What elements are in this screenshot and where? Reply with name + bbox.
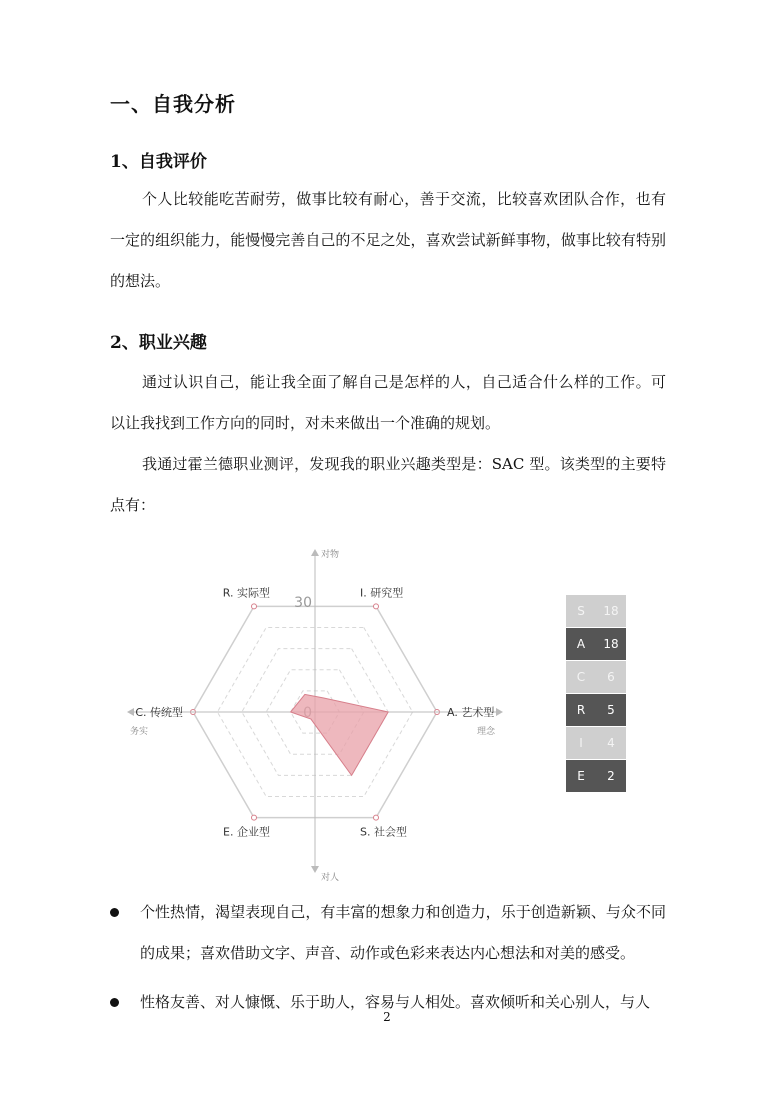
radar-axis-label: E. 企业型 [223,825,270,839]
arrow-right-icon [496,708,503,716]
score-letter: C [576,670,586,684]
self-evaluation-paragraph: 个人比较能吃苦耐劳，做事比较有耐心，善于交流，比较喜欢团队合作，也有一定的组织能力，能慢慢完善自己的不足之处，喜欢尝试新鲜事物，做事比较有特别的想法。 [110,190,666,290]
page-heading: 一、自我分析 [110,92,236,116]
section-title-self-evaluation: 1、自我评价 [110,152,207,172]
trait-bullet-list [110,892,666,1023]
score-letter: I [579,736,583,750]
bullet-text: 性格友善、对人慷慨、乐于助人，容易与人相处。喜欢倾听和关心别人，与人 [140,993,651,1011]
radar-max-label: 30 [294,595,312,611]
axis-label-top: 对物 [321,550,340,560]
score-row [566,595,626,628]
score-value: 5 [607,703,615,717]
radar-axis-label: I. 研究型 [360,586,404,600]
score-letter: R [576,703,586,717]
bullet-text: 个性热情，渴望表现自己，有丰富的想象力和创造力，乐于创造新颖、与众不同的成果；喜欢借助文字、声音、动作或色彩来表达内心想法和对美的感受。 [140,903,666,962]
score-value: 2 [607,769,615,783]
radar-data-polygon [291,694,389,775]
score-value: 6 [607,670,615,684]
axis-label-left: 务实 [130,727,149,737]
arrow-up-icon [311,549,319,556]
axis-label-bottom: 对人 [321,873,340,883]
section-title-career-interest: 2、职业兴趣 [110,333,207,353]
arrow-left-icon [127,708,134,716]
score-letter: S [577,604,585,618]
radar-vertex-dot [252,604,257,609]
score-value: 4 [607,736,615,750]
bullet-dot-icon [110,908,119,917]
score-row [566,760,626,793]
radar-axis-label: A. 艺术型 [447,706,495,719]
list-item [110,892,666,974]
score-letter: A [576,637,586,651]
radar-axis-label: S. 社会型 [360,825,407,839]
arrow-down-icon [311,866,319,873]
holland-radar-chart [120,540,520,885]
radar-vertex-dot [374,815,379,820]
radar-axis-label: R. 实际型 [222,586,270,600]
career-interest-paragraph-1: 通过认识自己，能让我全面了解自己是怎样的人，自己适合什么样的工作。可以让我找到工作方向的同时，对未来做出一个准确的规划。 [110,373,666,432]
score-row [566,727,626,760]
score-row [566,694,626,727]
page-number: 2 [383,1010,391,1024]
score-row [566,661,626,694]
score-letter: E [577,769,585,783]
score-value: 18 [603,637,619,651]
radar-axis-label: C. 传统型 [135,706,183,719]
score-table [566,595,626,793]
axis-label-right: 理念 [476,727,495,737]
score-row [566,628,626,661]
score-value: 18 [603,604,619,618]
career-interest-paragraph-2: 我通过霍兰德职业测评，发现我的职业兴趣类型是：SAC 型。该类型的主要特点有： [110,455,666,514]
bullet-dot-icon [110,998,119,1007]
radar-vertex-dot [374,604,379,609]
radar-vertex-dot [252,815,257,820]
